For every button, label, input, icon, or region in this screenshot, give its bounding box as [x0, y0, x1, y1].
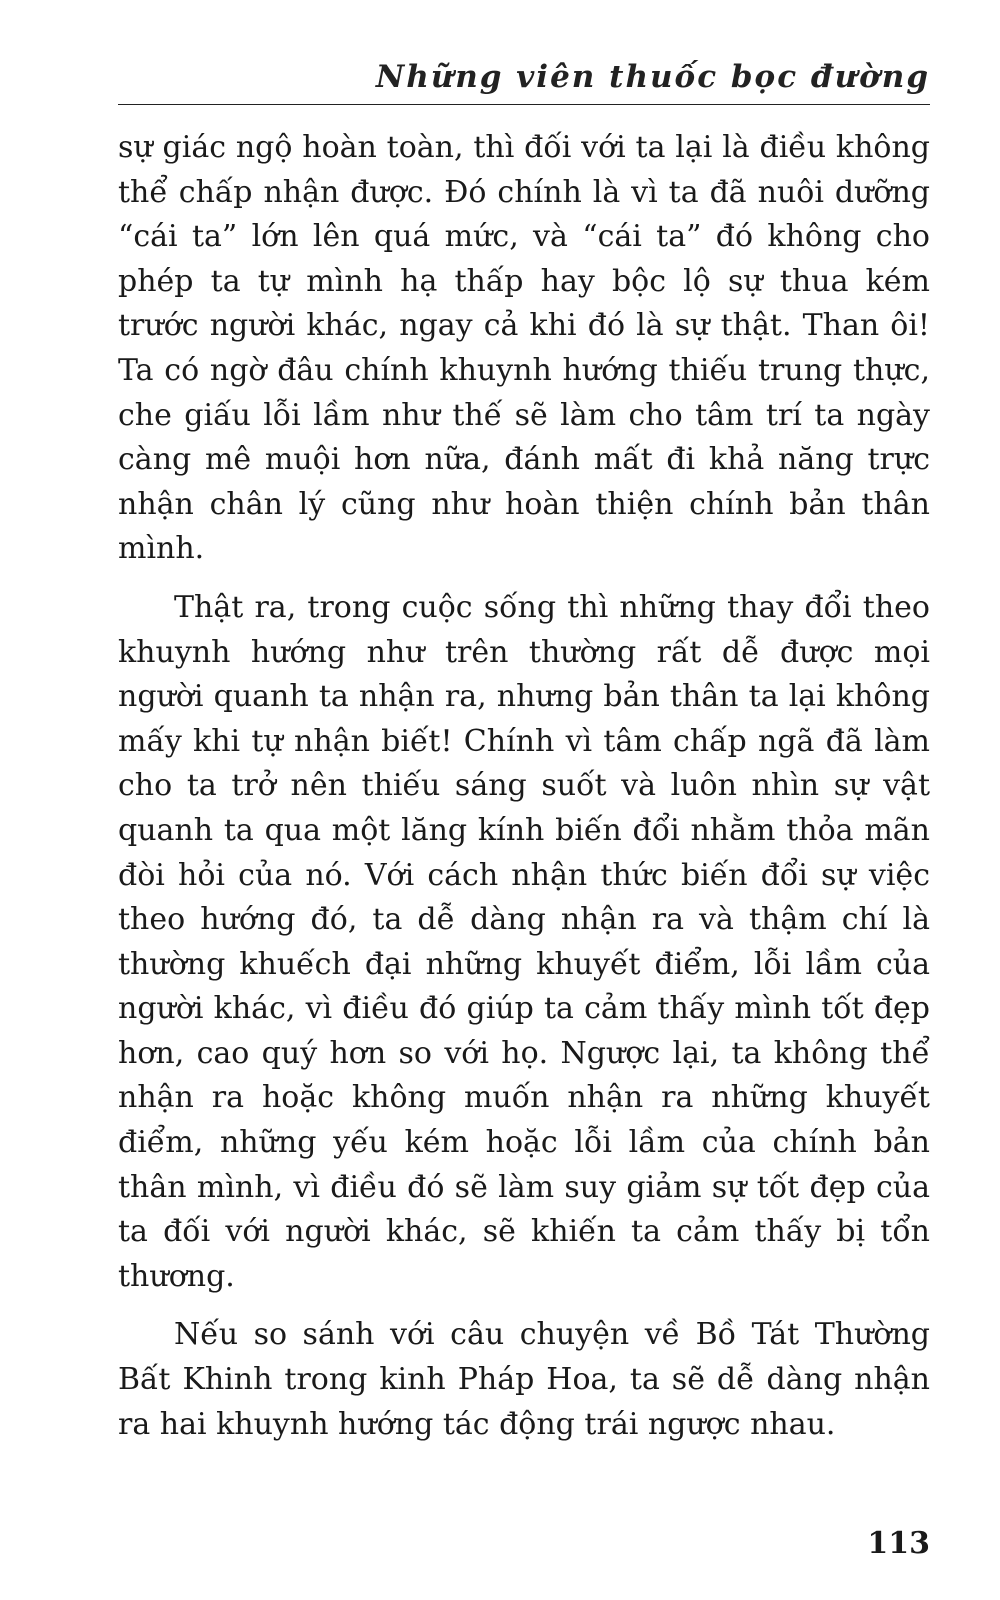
running-header	[118, 52, 930, 105]
paragraph-continuation: sự giác ngộ hoàn toàn, thì đối với ta lại là điều không thể chấp nhận được. Đó chính là vì ta đã nuôi dưỡng “cái ta” lớn lên quá mức, và “cái ta” đó không cho phép ta tự mình hạ thấp hay bộc lộ sự thua kém trước người khác, ngay cả khi đó là sự thật. Than ôi! Ta có ngờ đâu chính khuynh hướng thiếu trung thực, che giấu lỗi lầm như thế sẽ làm cho tâm trí ta ngày càng mê muội hơn nữa, đánh mất đi khả năng trực nhận chân lý cũng như hoàn thiện chính bản thân mình.	[118, 130, 930, 567]
running-title: Những viên thuốc bọc đường	[375, 59, 930, 95]
paragraph: Thật ra, trong cuộc sống thì những thay đổi theo khuynh hướng như trên thường rất dễ được mọi người quanh ta nhận ra, nhưng bản thân ta lại không mấy khi tự nhận biết! Chính vì tâm chấp ngã đã làm cho ta trở nên thiếu sáng suốt và luôn nhìn sự vật quanh ta qua một lăng kính biến đổi nhằm thỏa mãn đòi hỏi của nó. Với cách nhận thức biến đổi sự việc theo hướng đó, ta dễ dàng nhận ra và thậm chí là thường khuếch đại những khuyết điểm, lỗi lầm của người khác, vì điều đó giúp ta cảm thấy mình tốt đẹp hơn, cao quý hơn so với họ. Ngược lại, ta không thể nhận ra hoặc không muốn nhận ra những khuyết điểm, những yếu kém hoặc lỗi lầm của chính bản thân mình, vì điều đó sẽ làm suy giảm sự tốt đẹp của ta đối với người khác, sẽ khiến ta cảm thấy bị tổn thương.	[118, 589, 930, 1294]
page-number: 113	[867, 1526, 930, 1561]
body-text	[118, 126, 930, 1447]
paragraph: Nếu so sánh với câu chuyện về Bồ Tát Thường Bất Khinh trong kinh Pháp Hoa, ta sẽ dễ dàng nhận ra hai khuynh hướng tác động trái ngược nhau.	[118, 1317, 930, 1442]
